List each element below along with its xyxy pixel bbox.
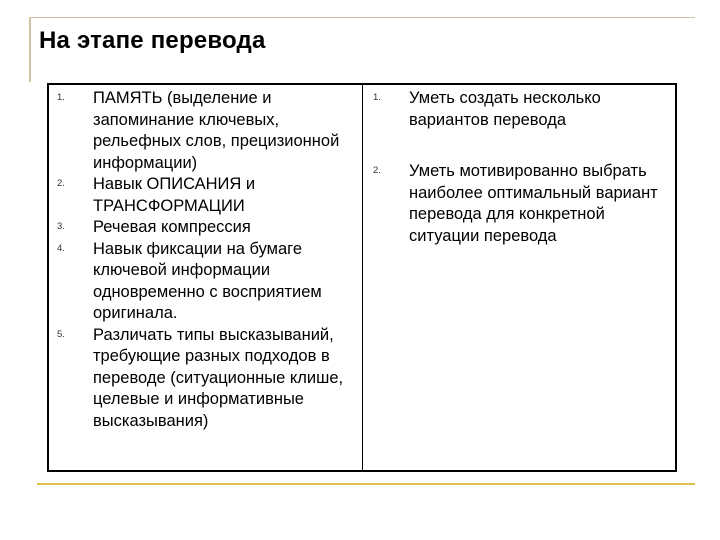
frame-left-border — [29, 17, 31, 82]
bottom-accent-rule — [37, 483, 695, 485]
list-item-text: Навык ОПИСАНИЯ и ТРАНСФОРМАЦИИ — [93, 175, 256, 215]
list-item-number: 1. — [373, 92, 381, 103]
slide-title: На этапе перевода — [39, 27, 266, 54]
list-item-number: 5. — [57, 328, 65, 340]
list-item — [57, 325, 355, 433]
list-item — [373, 88, 674, 131]
list-item-number: 3. — [57, 221, 65, 232]
list-item — [57, 239, 355, 325]
left-column-list — [57, 88, 355, 432]
list-item-text: Речевая компрессия — [93, 218, 251, 236]
column-divider — [362, 83, 363, 472]
list-item-text: Навык фиксации на бумаге ключевой информации одновременно с восприятием оригинала. — [93, 239, 322, 322]
list-item — [373, 161, 674, 247]
right-column-list — [373, 88, 674, 247]
list-item-text: Различать типы высказываний, требующие разных подходов в переводе (ситуационные клише, целевые и информативные высказывания) — [93, 325, 344, 430]
list-item-text: ПАМЯТЬ (выделение и запоминание ключевых, рельефных слов, прецизионной информации) — [93, 89, 340, 172]
top-rule — [29, 17, 695, 18]
list-item-number: 2. — [57, 178, 65, 189]
list-item — [57, 88, 355, 174]
list-item-number: 4. — [57, 242, 65, 254]
list-item-number: 2. — [373, 165, 381, 176]
list-item-text: Уметь мотивированно выбрать наиболее оптимальный вариант перевода для конкретной ситуации перевода — [409, 162, 658, 245]
list-item-number: 1. — [57, 92, 65, 103]
list-item-text: Уметь создать несколько вариантов перевода — [409, 89, 601, 129]
list-item — [57, 174, 355, 217]
list-item — [57, 217, 355, 239]
